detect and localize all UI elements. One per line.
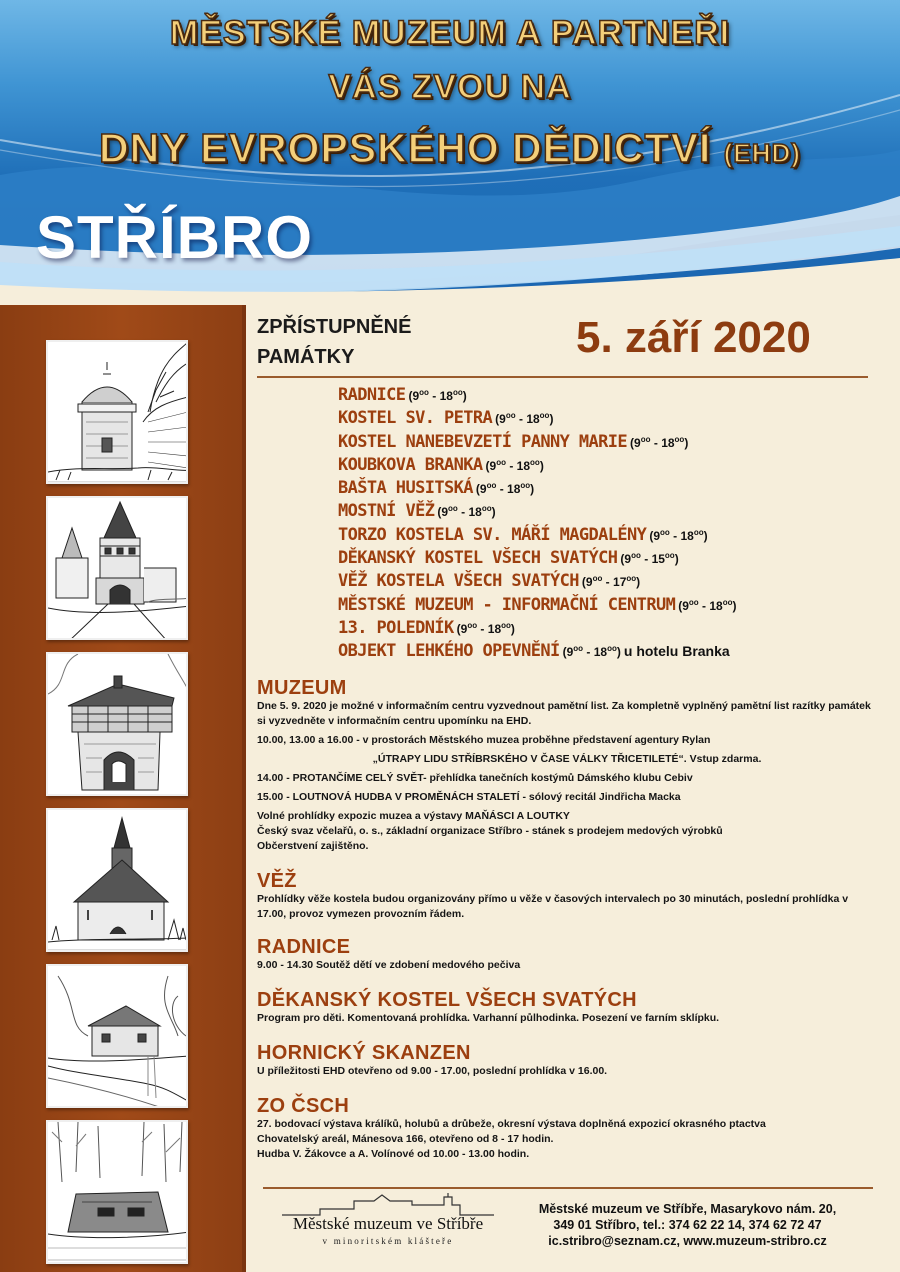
section-text: Hudba V. Žákovce a A. Volínové od 10.00 - 13.00 hodin. <box>257 1148 530 1160</box>
hour-from: 9 <box>479 482 487 497</box>
hour-from: 9 <box>412 389 420 403</box>
section-zo-csch <box>257 1095 877 1162</box>
list-item <box>338 641 878 664</box>
divider <box>257 376 868 378</box>
hour-from: 9 <box>460 621 468 636</box>
section-title: DĚKANSKÝ KOSTEL VŠECH SVATÝCH <box>257 989 637 1011</box>
section-radnice <box>257 936 877 973</box>
minute-from: oo <box>486 481 497 491</box>
monument-name: RADNICE <box>338 385 406 405</box>
list-item <box>338 408 878 431</box>
minute-to: oo <box>501 620 511 630</box>
hour-to: 18 <box>516 458 531 473</box>
minute-to: oo <box>530 457 540 467</box>
header-title-line-3 <box>0 125 900 172</box>
event-date: 5. září 2020 <box>576 313 811 362</box>
list-item <box>338 455 878 478</box>
hour-to: 18 <box>593 645 608 660</box>
opening-hours: $(9^{oo} - 18^{oo})$ <box>495 411 554 427</box>
label-line-1: ZPŘÍSTUPNĚNÉ <box>257 316 412 338</box>
section-text: Dne 5. 9. 2020 je možné v informačním centru vyzvednout pamětní list. Za kompletně vyplněný pamětní list razítky památek si vyzvedněte v informačním centru upomínku na EHD. <box>257 700 871 727</box>
hour-from: 9 <box>489 458 497 473</box>
header-title-line-2: VÁS ZVOU NA <box>328 68 572 106</box>
gate-tower-drawing-icon <box>46 496 188 640</box>
event-abbreviation: (EHD) <box>723 138 801 168</box>
monument-name: 13. POLEDNÍK <box>338 617 454 638</box>
section-title: MUZEUM <box>257 677 347 699</box>
footer-divider <box>263 1187 873 1189</box>
section-title: HORNICKÝ SKANZEN <box>257 1042 471 1064</box>
church-drawing-icon <box>46 808 188 952</box>
monument-list <box>338 385 878 665</box>
hour-to: 18 <box>439 389 453 403</box>
timber-gatehouse-drawing-icon <box>46 652 188 796</box>
section-vez <box>257 870 877 922</box>
opening-hours: $(9^{oo} - 18^{oo})$ <box>630 434 689 450</box>
section-text: Volné prohlídky expozic muzea a výstavy MAŇÁSCI A LOUTKY <box>257 810 570 822</box>
list-item <box>338 478 878 501</box>
section-title: ZO ČSCH <box>257 1095 350 1117</box>
opening-hours: $(9^{oo} - 18^{oo})$ <box>485 457 544 473</box>
event-name: DNY EVROPSKÉHO DĚDICTVÍ <box>99 125 712 171</box>
minute-to: oo <box>607 644 617 654</box>
hour-from: 9 <box>441 505 449 520</box>
minute-to: oo <box>520 481 531 491</box>
opening-hours: $(9^{oo} - 18^{oo})$ <box>456 620 515 636</box>
minute-to: oo <box>481 504 492 514</box>
hour-from: 9 <box>566 645 574 660</box>
list-item <box>338 501 878 524</box>
monument-name: VĚŽ KOSTELA VŠECH SVATÝCH <box>338 571 579 592</box>
opening-hours: $(9^{oo} - 18^{oo})$ <box>649 527 708 543</box>
section-text <box>257 790 877 805</box>
header-title-line-1: MĚSTSKÉ MUZEUM A PARTNEŘI <box>169 14 731 52</box>
monument-name: BAŠTA HUSITSKÁ <box>338 478 473 499</box>
museum-logo <box>282 1193 494 1253</box>
section-text: 27. bodovací výstava králíků, holubů a drůbeže, okresní výstava doplněná expozicí okrasného ptactva <box>257 1118 766 1130</box>
city-name: STŘÍBRO <box>36 204 313 271</box>
list-item <box>338 595 878 618</box>
header-banner <box>0 0 900 305</box>
organisation-name: Český svaz včelařů, o. s., základní organizace Stříbro <box>257 825 523 837</box>
minute-from: oo <box>631 551 641 561</box>
logo-subtitle: v minoritském klášteře <box>322 1236 454 1246</box>
minute-to: oo <box>722 597 733 607</box>
minute-from: oo <box>448 504 458 514</box>
bunker-drawing-icon <box>46 1120 188 1264</box>
monument-name: TORZO KOSTELA SV. MÁŘÍ MAGDALÉNY <box>338 524 647 545</box>
opening-hours: $(9^{oo} - 18^{oo})$ <box>562 644 621 660</box>
opening-hours: $(9^{oo} - 18^{oo})$ <box>408 388 467 403</box>
minute-from: oo <box>660 527 670 537</box>
minute-to: oo <box>626 574 637 584</box>
hour-to: 18 <box>680 528 694 543</box>
hour-to: 15 <box>651 552 665 567</box>
opening-hours: $(9^{oo} - 17^{oo})$ <box>581 574 641 590</box>
hour-from: 9 <box>634 435 641 450</box>
section-text: Občerstvení zajištěno. <box>257 840 369 852</box>
list-item <box>338 385 878 408</box>
monument-name: KOSTEL SV. PETRA <box>338 408 493 429</box>
section-title: RADNICE <box>257 936 351 958</box>
hour-from: 9 <box>585 575 593 590</box>
monument-name: MĚSTSKÉ MUZEUM - INFORMAČNÍ CENTRUM <box>338 594 676 615</box>
list-item <box>338 618 878 641</box>
opening-hours: $(9^{oo} - 18^{oo})$ <box>437 504 496 520</box>
hour-to: 18 <box>709 598 723 613</box>
program-title: 15.00 - LOUTNOVÁ HUDBA V PROMĚNÁCH STALETÍ <box>257 791 520 803</box>
hour-from: 9 <box>653 528 661 543</box>
contact-address: Městské muzeum ve Stříbře, Masarykovo nám. 20, <box>538 1202 837 1216</box>
minute-from: oo <box>592 574 603 584</box>
contact-web[interactable]: ic.stribro@seznam.cz, www.muzeum-stribro.cz <box>548 1234 827 1248</box>
hour-to: 18 <box>487 621 502 636</box>
hour-to: 18 <box>661 435 675 450</box>
hour-from: 9 <box>624 552 632 567</box>
contact-phone: 349 01 Stříbro, tel.: 374 62 22 14, 374 62 72 47 <box>553 1218 822 1232</box>
program-detail: - přehlídka tanečních kostýmů Dámského klubu Cebiv <box>423 772 693 784</box>
contact-info <box>505 1201 870 1249</box>
band-edge <box>242 305 246 1272</box>
farmhouse-drawing-icon <box>46 964 188 1108</box>
section-text: 10.00, 13.00 a 16.00 - v prostorách Městského muzea proběhne představení agentury Rylan <box>257 734 711 746</box>
monument-name: KOUBKOVA BRANKA <box>338 454 483 475</box>
section-text: „ÚTRAPY LIDU STŘÍBRSKÉHO V ČASE VÁLKY TŘICETILETÉ“. Vstup zdarma. <box>372 753 762 765</box>
minute-from: oo <box>573 644 584 654</box>
minute-from: oo <box>505 411 516 421</box>
section-hornicky-skanzen <box>257 1042 877 1079</box>
hour-from: 9 <box>499 412 506 427</box>
list-item <box>338 432 878 455</box>
opening-hours: $(9^{oo} - 15^{oo})$ <box>620 551 679 567</box>
section-text: 9.00 - 14.30 Soutěž dětí ve zdobení medového pečiva <box>257 959 521 971</box>
minute-from: oo <box>640 434 651 444</box>
hour-to: 18 <box>526 412 540 427</box>
organisation-detail: - stánek s prodejem medových výrobků <box>525 825 723 837</box>
minute-to: oo <box>674 434 685 444</box>
minute-from: oo <box>688 597 699 607</box>
list-item <box>338 571 878 594</box>
monument-name: MOSTNÍ VĚŽ <box>338 501 435 522</box>
label-line-2: PAMÁTKY <box>257 346 355 368</box>
program-title: 14.00 - PROTANČÍME CELÝ SVĚT <box>257 772 424 784</box>
location-note: u hotelu Branka <box>623 643 730 660</box>
hour-to: 17 <box>613 575 627 590</box>
opened-monuments-label <box>257 312 411 372</box>
section-text <box>257 824 877 839</box>
list-item <box>338 525 878 548</box>
section-title: VĚŽ <box>257 870 297 892</box>
section-text: U příležitosti EHD otevřeno od 9.00 - 17.00, poslední prohlídka v 16.00. <box>257 1065 608 1077</box>
logo-title: Městské muzeum ve Stříbře <box>292 1214 484 1233</box>
hour-to: 18 <box>507 482 521 497</box>
monument-name: DĚKANSKÝ KOSTEL VŠECH SVATÝCH <box>338 548 618 569</box>
minute-from: oo <box>419 388 429 397</box>
list-item <box>338 548 878 571</box>
minute-to: oo <box>539 411 550 421</box>
minute-from: oo <box>496 457 506 467</box>
round-tower-drawing-icon <box>46 340 188 484</box>
hour-from: 9 <box>682 598 689 613</box>
monument-name: KOSTEL NANEBEVZETÍ PANNY MARIE <box>338 431 628 452</box>
minute-to: oo <box>664 551 675 561</box>
section-text: Chovatelský areál, Mánesova 166, otevřeno od 8 - 17 hodin. <box>257 1133 554 1145</box>
monument-name: OBJEKT LEHKÉHO OPEVNĚNÍ <box>338 641 560 662</box>
minute-from: oo <box>467 620 478 630</box>
minute-to: oo <box>693 527 704 537</box>
hour-to: 18 <box>468 505 482 520</box>
section-text: Program pro děti. Komentovaná prohlídka. Varhanní půlhodinka. Posezení ve farním sklípku. <box>257 1012 720 1024</box>
program-detail: - sólový recitál Jindřicha Macka <box>522 791 681 803</box>
section-dekansky-kostel <box>257 989 877 1026</box>
opening-hours: $(9^{oo} - 18^{oo})$ <box>678 597 737 613</box>
section-muzeum <box>257 677 877 854</box>
section-text: Prohlídky věže kostela budou organizovány přímo u věže v časových intervalech po 30 minutách, poslední prohlídka v 17.00, provoz vymezen provozním řádem. <box>257 893 849 920</box>
opening-hours: $(9^{oo} - 18^{oo})$ <box>475 481 535 497</box>
minute-to: oo <box>452 388 463 397</box>
section-text <box>257 771 877 786</box>
